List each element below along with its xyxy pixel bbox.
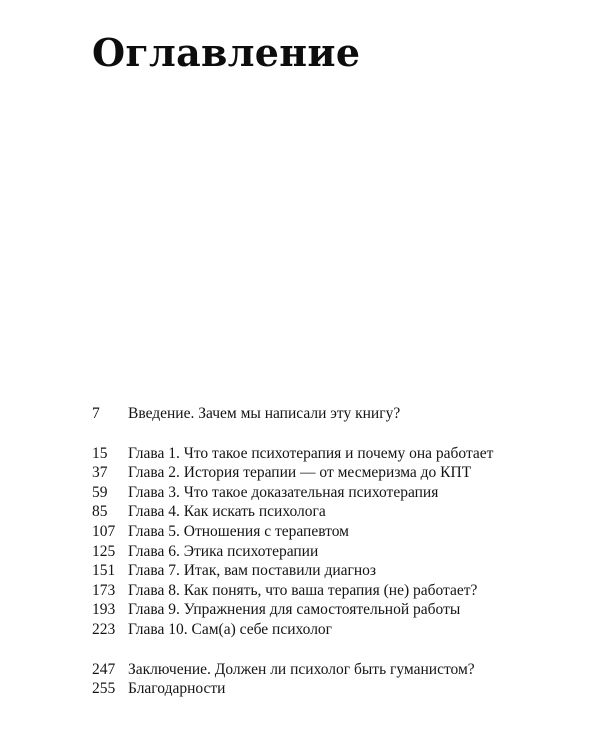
toc-page-number: 107 bbox=[92, 522, 116, 540]
toc-entry-title: Глава 10. Сам(а) себе психолог bbox=[128, 620, 333, 638]
toc-entry-title: Введение. Зачем мы написали эту книгу? bbox=[128, 405, 401, 422]
page-title: Оглавление bbox=[92, 30, 361, 75]
toc-entry[interactable] bbox=[92, 483, 572, 503]
toc-entry[interactable] bbox=[92, 581, 572, 601]
toc-page-number: 193 bbox=[92, 601, 116, 619]
toc-entry[interactable] bbox=[92, 502, 572, 522]
toc-entry[interactable] bbox=[92, 463, 572, 483]
toc-page-number: 15 bbox=[92, 444, 108, 462]
toc-entry-title: Глава 3. Что такое доказательная психотерапия bbox=[128, 483, 439, 501]
toc-entry[interactable] bbox=[92, 522, 572, 542]
toc-entry-title: Глава 4. Как искать психолога bbox=[128, 503, 326, 521]
toc-page-number: 125 bbox=[92, 542, 116, 560]
toc-entry-title: Глава 5. Отношения с терапевтом bbox=[128, 522, 349, 540]
toc-group-chapters bbox=[92, 444, 572, 640]
toc-group-introduction bbox=[92, 404, 572, 424]
toc-entry[interactable] bbox=[92, 620, 572, 640]
toc-page-number: 247 bbox=[92, 660, 116, 678]
toc-entry[interactable] bbox=[92, 660, 572, 680]
table-of-contents bbox=[92, 404, 572, 699]
toc-entry[interactable] bbox=[92, 600, 572, 620]
toc-entry-title: Глава 8. Как понять, что ваша терапия (не) работает? bbox=[128, 581, 478, 599]
toc-page-number: 7 bbox=[92, 405, 100, 422]
toc-group-conclusion bbox=[92, 660, 572, 699]
toc-page-number: 37 bbox=[92, 464, 108, 482]
toc-entry[interactable] bbox=[92, 404, 572, 424]
toc-entry-title: Благодарности bbox=[128, 680, 226, 698]
toc-entry[interactable] bbox=[92, 679, 572, 699]
toc-entry-title: Глава 1. Что такое психотерапия и почему она работает bbox=[128, 444, 494, 462]
toc-page-number: 85 bbox=[92, 503, 108, 521]
toc-page-number: 223 bbox=[92, 620, 116, 638]
toc-entry-title: Глава 7. Итак, вам поставили диагноз bbox=[128, 562, 377, 580]
toc-page-number: 173 bbox=[92, 581, 116, 599]
toc-page-number: 151 bbox=[92, 562, 116, 580]
toc-entry-title: Заключение. Должен ли психолог быть гуманистом? bbox=[128, 660, 475, 678]
toc-entry-title: Глава 9. Упражнения для самостоятельной работы bbox=[128, 601, 461, 619]
toc-entry[interactable] bbox=[92, 542, 572, 562]
toc-entry[interactable] bbox=[92, 444, 572, 464]
toc-entry-title: Глава 6. Этика психотерапии bbox=[128, 542, 319, 560]
toc-page-number: 59 bbox=[92, 483, 108, 501]
toc-entry[interactable] bbox=[92, 561, 572, 581]
toc-page-number: 255 bbox=[92, 680, 116, 698]
toc-entry-title: Глава 2. История терапии — от месмеризма до КПТ bbox=[128, 464, 472, 482]
